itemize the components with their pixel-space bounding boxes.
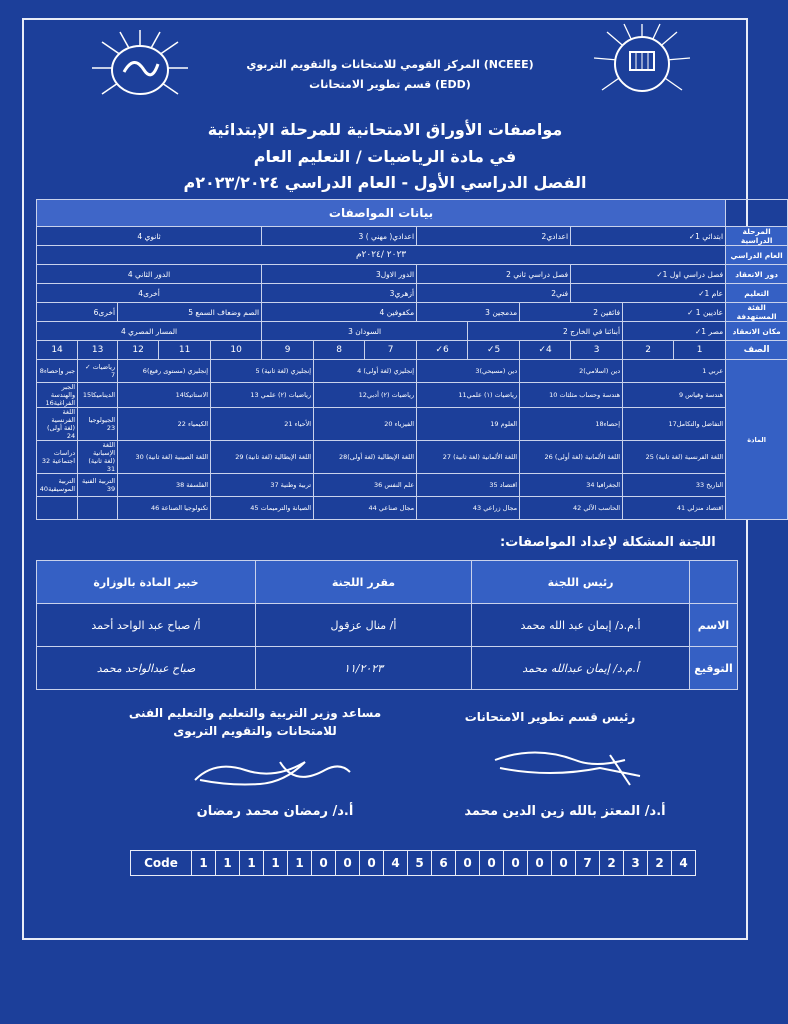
subject-cell bbox=[78, 497, 118, 520]
place-option: أبنائنا في الخارج 2 bbox=[468, 322, 623, 341]
category-option: فائقين 2 bbox=[520, 303, 623, 322]
subject-cell: الفلسفة 38 bbox=[118, 474, 211, 497]
stage-option: ثانوي 4 bbox=[37, 227, 262, 246]
subject-cell: هندسة وقياس 9 bbox=[623, 383, 726, 408]
grade-cell: 12 bbox=[118, 341, 159, 360]
grade-cell: 8 bbox=[314, 341, 365, 360]
sign-head: أ.م.د/ إيمان عبدالله محمد bbox=[472, 647, 690, 690]
grade-cell: 4✓ bbox=[520, 341, 571, 360]
subject-cell: الصيانة والترميمات 45 bbox=[211, 497, 314, 520]
subject-cell: إحصاء18 bbox=[520, 408, 623, 441]
left-title-line2: للامتحانات والتقويم التربوى bbox=[173, 724, 337, 738]
code-digit: 7 bbox=[576, 851, 600, 876]
committee-corner bbox=[690, 561, 738, 604]
spec-table bbox=[36, 199, 788, 520]
subject-cell: اقتصاد 35 bbox=[417, 474, 520, 497]
subject-cell: الديناميكا15 bbox=[78, 383, 118, 408]
category-option: مدمجين 3 bbox=[417, 303, 520, 322]
left-official-signature bbox=[190, 750, 360, 800]
grade-cell: 7 bbox=[365, 341, 417, 360]
subject-cell: إنجليزي (لغة أولى) 4 bbox=[314, 360, 417, 383]
session-option: الدور الثاني 4 bbox=[37, 265, 262, 284]
place-option: المسار المصري 4 bbox=[37, 322, 262, 341]
subject-cell: الكيمياء 22 bbox=[118, 408, 211, 441]
code-digit: 1 bbox=[192, 851, 216, 876]
subject-cell: التربية الفنية 39 bbox=[78, 474, 118, 497]
subject-cell: الأحياء 21 bbox=[211, 408, 314, 441]
org-line1: المركز القومي للامتحانات والتقويم التربوي (NCEEE) bbox=[246, 58, 534, 71]
subject-cell: إنجليزي (مستوى رفيع)6 bbox=[118, 360, 211, 383]
nceee-right-logo bbox=[592, 22, 692, 102]
grade-cell: 11 bbox=[159, 341, 211, 360]
subject-cell: التاريخ 33 bbox=[623, 474, 726, 497]
code-digit: 0 bbox=[528, 851, 552, 876]
subject-cell: رياضيات ✓ 7 bbox=[78, 360, 118, 383]
subject-cell: تربية وطنية 37 bbox=[211, 474, 314, 497]
subject-cell: اللغة الألمانية (لغة ثانية) 27 bbox=[417, 441, 520, 474]
code-digit: 1 bbox=[216, 851, 240, 876]
col-expert: خبير المادة بالوزارة bbox=[37, 561, 256, 604]
subject-cell: دراسات اجتماعية 32 bbox=[37, 441, 78, 474]
name-expert: أ/ صباح عبد الواحد أحمد bbox=[37, 604, 256, 647]
col-head: رئيس اللجنة bbox=[472, 561, 690, 604]
code-digit: 1 bbox=[288, 851, 312, 876]
code-digit: 1 bbox=[264, 851, 288, 876]
code-digit: 0 bbox=[336, 851, 360, 876]
subject-cell: اللغة الفرنسية (لغة ثانية) 25 bbox=[623, 441, 726, 474]
subject-cell: اللغة الإيطالية (لغة أولى)28 bbox=[314, 441, 417, 474]
subject-cell: علم النفس 36 bbox=[314, 474, 417, 497]
code-label: Code bbox=[131, 851, 192, 876]
subject-cell: دين (اسلامي)2 bbox=[520, 360, 623, 383]
subject-cell: اللغة الصينية (لغة ثانية) 30 bbox=[118, 441, 211, 474]
grade-cell: 3 bbox=[571, 341, 623, 360]
place-option: السودان 3 bbox=[262, 322, 468, 341]
subject-cell: تكنولوجيا الصناعة 46 bbox=[118, 497, 211, 520]
code-digit: 2 bbox=[600, 851, 624, 876]
label-stage: المرحلة الدراسية bbox=[726, 227, 788, 246]
sign-expert: صباح عبدالواحد محمد bbox=[37, 647, 256, 690]
subject-cell: مجال زراعي 43 bbox=[417, 497, 520, 520]
subject-cell: اللغة الإسبانية (لغة ثانية) 31 bbox=[78, 441, 118, 474]
label-subject: المادة bbox=[726, 360, 788, 520]
subject-cell: جبر وإحصاء8 bbox=[37, 360, 78, 383]
subject-cell: اللغة الألمانية (لغة أولى) 26 bbox=[520, 441, 623, 474]
grade-cell: 5✓ bbox=[468, 341, 520, 360]
label-education: التعليم bbox=[726, 284, 788, 303]
category-option: عاديين 1 ✓ bbox=[623, 303, 726, 322]
grade-cell: 13 bbox=[78, 341, 118, 360]
code-box bbox=[130, 850, 696, 876]
subject-cell: الجبر والهندسة الفراغية16 bbox=[37, 383, 78, 408]
left-title-line1: مساعد وزير التربية والتعليم والتعليم الفنى bbox=[128, 706, 382, 720]
subject-cell: عربي 1 bbox=[623, 360, 726, 383]
subject-cell: هندسة وحساب مثلثات 10 bbox=[520, 383, 623, 408]
education-option: أخرى4 bbox=[37, 284, 262, 303]
subject-cell: الجيولوجيا 23 bbox=[78, 408, 118, 441]
nceee-left-logo bbox=[90, 28, 190, 108]
subject-cell: التفاضل والتكامل17 bbox=[623, 408, 726, 441]
category-option: مكفوفين 4 bbox=[262, 303, 417, 322]
doc-term: الفصل الدراسي الأول - العام الدراسي ٢٠٢٣/٢٠٢٤م bbox=[183, 173, 587, 192]
subject-cell: اللغة الإيطالية (لغة ثانية) 29 bbox=[211, 441, 314, 474]
subject-cell: الفيزياء 20 bbox=[314, 408, 417, 441]
stage-option: اعدادي( مهني ) 3 bbox=[262, 227, 417, 246]
right-official-name: أ.د/ المعتز بالله زين الدين محمد bbox=[464, 804, 666, 819]
education-option: عام 1✓ bbox=[571, 284, 726, 303]
subject-cell bbox=[37, 497, 78, 520]
label-grade: الصف bbox=[726, 341, 788, 360]
subject-cell: رياضيات (١) علمي11 bbox=[417, 383, 520, 408]
label-year: العام الدراسي bbox=[726, 246, 788, 265]
sign-rep: ١١/٢٠٢٣ bbox=[256, 647, 472, 690]
session-option: فصل دراسي ثاني 2 bbox=[417, 265, 571, 284]
subject-cell: إنجليزي (لغة ثانية) 5 bbox=[211, 360, 314, 383]
row-sign-label: التوقيع bbox=[690, 647, 738, 690]
code-digit: 5 bbox=[408, 851, 432, 876]
grade-cell: 1 bbox=[674, 341, 726, 360]
name-head: أ.م.د/ إيمان عبد الله محمد bbox=[472, 604, 690, 647]
code-digit: 0 bbox=[552, 851, 576, 876]
subject-cell: العلوم 19 bbox=[417, 408, 520, 441]
session-option: الدور الاول3 bbox=[262, 265, 417, 284]
code-digit: 0 bbox=[504, 851, 528, 876]
code-digit: 4 bbox=[384, 851, 408, 876]
grade-cell: 14 bbox=[37, 341, 78, 360]
org-line2: قسم تطوير الامتحانات (EDD) bbox=[309, 78, 471, 91]
year-value: ٢٠٢٣ /٢٠٢٤م bbox=[37, 246, 726, 265]
subject-cell: مجال صناعي 44 bbox=[314, 497, 417, 520]
organization-name bbox=[240, 55, 540, 95]
code-digit: 0 bbox=[312, 851, 336, 876]
code-digit: 1 bbox=[240, 851, 264, 876]
subject-cell: دين (مسيحي)3 bbox=[417, 360, 520, 383]
row-name-label: الاسم bbox=[690, 604, 738, 647]
code-digit: 0 bbox=[456, 851, 480, 876]
label-session: دور الانعقاد bbox=[726, 265, 788, 284]
doc-subject: في مادة الرياضيات / التعليم العام bbox=[253, 147, 517, 166]
stage-option: اعدادي2 bbox=[417, 227, 571, 246]
right-official-title: رئيس قسم تطوير الامتحانات bbox=[464, 710, 636, 724]
code-digit: 3 bbox=[624, 851, 648, 876]
education-option: أزهري3 bbox=[262, 284, 417, 303]
grade-cell: 10 bbox=[211, 341, 262, 360]
right-official-signature bbox=[490, 740, 655, 790]
spec-header: بيانات المواصفات bbox=[37, 200, 726, 227]
name-rep: أ/ منال عزقول bbox=[256, 604, 472, 647]
grade-cell: 2 bbox=[623, 341, 674, 360]
subject-cell: الاستاتيكا14 bbox=[118, 383, 211, 408]
code-digit: 0 bbox=[360, 851, 384, 876]
subject-cell: الجغرافيا 34 bbox=[520, 474, 623, 497]
subject-cell: التربية الموسيقية40 bbox=[37, 474, 78, 497]
committee-title: اللجنة المشكلة لإعداد المواصفات: bbox=[500, 535, 716, 550]
education-option: فني2 bbox=[417, 284, 571, 303]
category-option: أخرى6 bbox=[37, 303, 118, 322]
grade-cell: 6✓ bbox=[417, 341, 468, 360]
committee-table bbox=[36, 560, 738, 690]
session-option: فصل دراسي اول 1✓ bbox=[571, 265, 726, 284]
col-rep: مقرر اللجنة bbox=[256, 561, 472, 604]
code-digit: 2 bbox=[648, 851, 672, 876]
code-digit: 6 bbox=[432, 851, 456, 876]
label-place: مكان الانعقاد bbox=[726, 322, 788, 341]
code-digit: 0 bbox=[480, 851, 504, 876]
grade-cell: 9 bbox=[262, 341, 314, 360]
doc-title: مواصفات الأوراق الامتحانية للمرحلة الإبتدائية bbox=[207, 120, 563, 139]
category-option: الصم وضعاف السمع 5 bbox=[118, 303, 262, 322]
code-digit: 4 bbox=[672, 851, 696, 876]
stage-option: ابتدائي 1✓ bbox=[571, 227, 726, 246]
subject-cell: رياضيات (٢) أدبي12 bbox=[314, 383, 417, 408]
subject-cell: رياضيات (٢) علمي 13 bbox=[211, 383, 314, 408]
label-category: الفئة المستهدفة bbox=[726, 303, 788, 322]
subject-cell: الحاسب الآلي 42 bbox=[520, 497, 623, 520]
subject-cell: اقتصاد منزلي 41 bbox=[623, 497, 726, 520]
subject-cell: اللغة الفرنسية (لغة أولى) 24 bbox=[37, 408, 78, 441]
left-official-title bbox=[120, 704, 390, 740]
place-option: مصر 1✓ bbox=[623, 322, 726, 341]
left-official-name: أ.د/ رمضان محمد رمضان bbox=[196, 804, 354, 819]
